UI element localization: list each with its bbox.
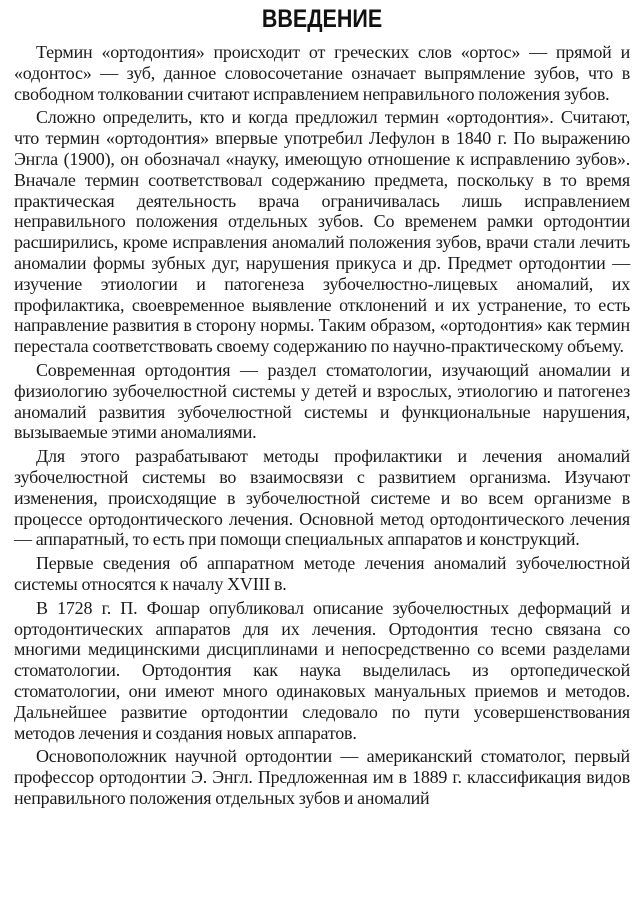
body-text bbox=[14, 42, 630, 809]
paragraph-2: Сложно определить, кто и когда предложил термин «ортодонтия». Считают, что термин «ортодонтия» впервые употребил Лефулон в 1840 г. По выражению Энгла (1900), он обозначал «науку, имеющую отношение к исправлению зубов». Вначале термин соответствовал содержанию предмета, поскольку в то время практическая деятельность врача ограничивалась лишь исправлением неправильного положения отдельных зубов. Со временем рамки ортодонтии расширились, кроме исправления аномалий положения зубов, врачи стали лечить аномалии формы зубных дуг, нарушения прикуса и др. Предмет ортодонтии — изучение этиологии и патогенеза зубочелюстно-лицевых аномалий, их профилактика, своевременное выявление отклонений и их устранение, то есть направление развития в сторону нормы. Таким образом, «ортодонтия» как термин перестала соответствовать своему содержанию по научно-практическому объему. bbox=[14, 107, 630, 357]
paragraph-4: Для этого разрабатывают методы профилактики и лечения аномалий зубочелюстной системы во взаимосвязи с развитием организма. Изучают изменения, происходящие в зубочелюстной системе и во всем организме в процессе ортодонтического лечения. Основной метод ортодонтического лечения — аппаратный, то есть при помощи специальных аппаратов и конструкций. bbox=[14, 446, 630, 550]
chapter-heading: ВВЕДЕНИЕ bbox=[261, 5, 383, 33]
paragraph-7: Основоположник научной ортодонтии — американский стоматолог, первый профессор ортодонтии Э. Энгл. Предложенная им в 1889 г. классификация видов неправильного положения отдельных зубов и аномалий bbox=[14, 746, 630, 808]
paragraph-6: В 1728 г. П. Фошар опубликовал описание зубочелюстных деформаций и ортодонтических аппаратов для их лечения. Ортодонтия тесно связана со многими медицинскими дисциплинами и непосредственно со всеми разделами стоматологии. Ортодонтия как наука выделилась из ортопедической стоматологии, они имеют много одинаковых мануальных приемов и методов. Дальнейшее развитие ортодонтии следовало по пути усовершенствования методов лечения и создания новых аппаратов. bbox=[14, 597, 630, 743]
paragraph-3: Современная ортодонтия — раздел стоматологии, изучающий аномалии и физиологию зубочелюстной системы у детей и взрослых, этиологию и патогенез аномалий развития зубочелюстной системы и функциональные нарушения, вызываемые этими аномалиями. bbox=[14, 359, 630, 443]
paragraph-1: Термин «ортодонтия» происходит от греческих слов «ортос» — прямой и «одонтос» — зуб, данное словосочетание означает выпрямление зубов, что в свободном толковании считают исправлением неправильного положения зубов. bbox=[14, 42, 630, 104]
paragraph-5: Первые сведения об аппаратном методе лечения аномалий зубочелюстной системы относятся к началу XVIII в. bbox=[14, 553, 630, 594]
